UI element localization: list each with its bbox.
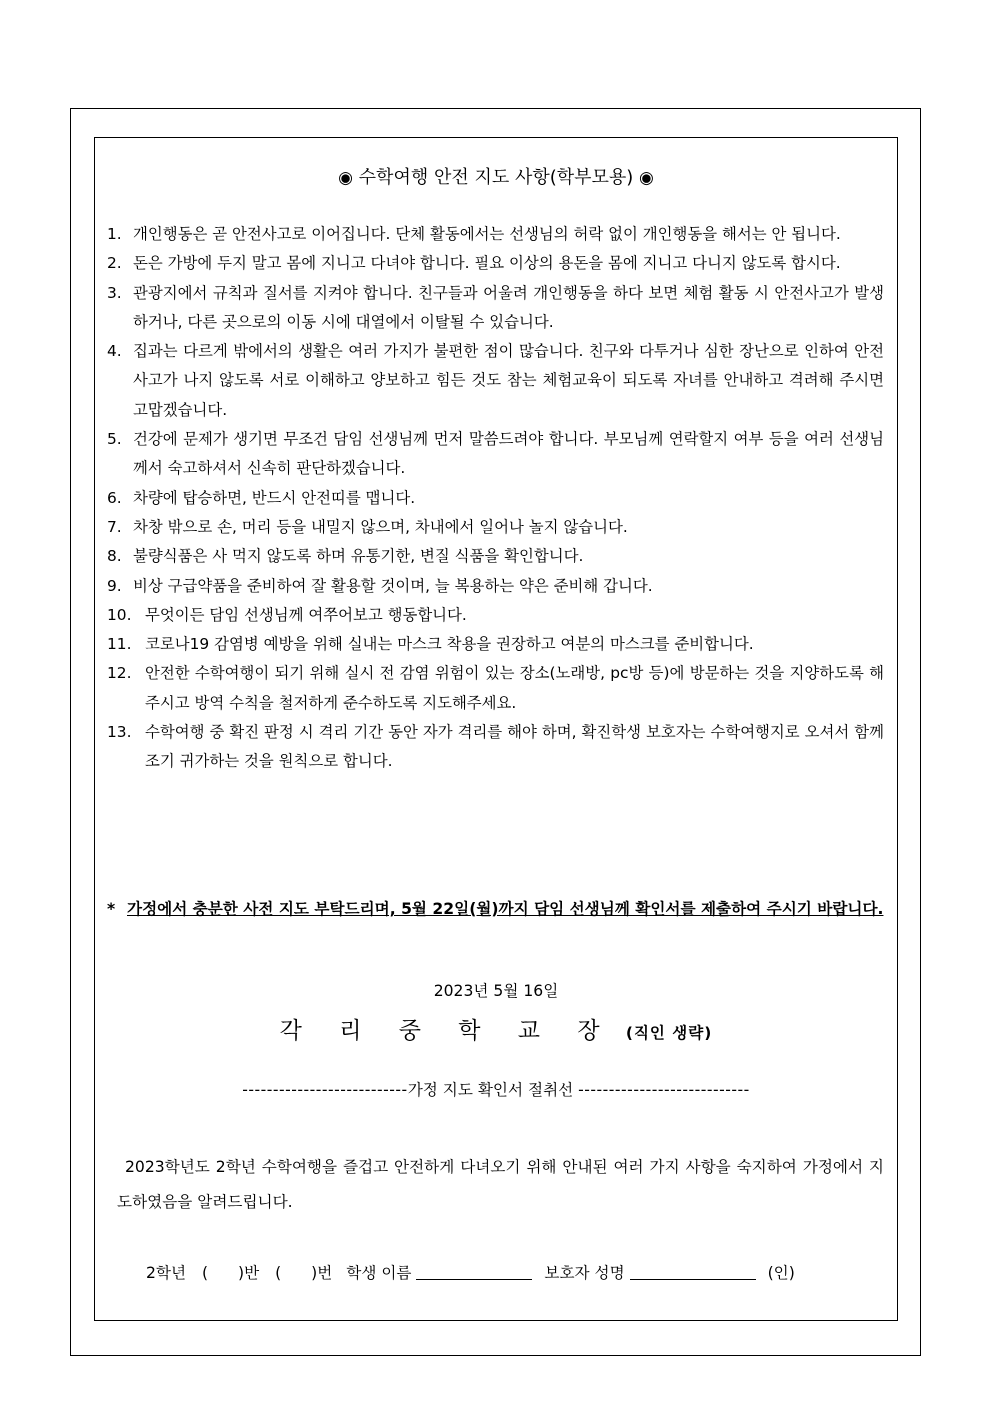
- title-mark-left: ◉: [338, 168, 353, 188]
- issue-date: 2023년 5월 16일: [433, 982, 559, 1000]
- item-number: 13.: [107, 723, 132, 742]
- notice-star: *: [107, 900, 116, 918]
- cut-line-dashes-left: ---------------------------: [242, 1081, 408, 1099]
- class-label: )반: [238, 1264, 260, 1282]
- grade-label: 2학년: [146, 1264, 187, 1282]
- confirmation-text: 2023학년도 2학년 수학여행을 즐겁고 안전하게 다녀오기 위해 안내된 여러 가지 사항을 숙지하여 가정에서 지도하였음을 알려드립니다.: [117, 1158, 884, 1211]
- item-text: 개인행동은 곧 안전사고로 이어집니다. 단체 활동에서는 선생님의 허락 없이 개인행동을 해서는 안 됩니다.: [133, 225, 841, 243]
- item-text: 돈은 가방에 두지 말고 몸에 지니고 다녀야 합니다. 필요 이상의 용돈을 몸에 지니고 다니지 않도록 합시다.: [133, 254, 841, 273]
- principal-name: 각 리 중 학 교 장: [279, 1018, 615, 1044]
- item-text: 불량식품은 사 먹지 않도록 하며 유통기한, 변질 식품을 확인합니다.: [133, 547, 584, 566]
- item-text: 건강에 문제가 생기면 무조건 담임 선생님께 먼저 말씀드려야 합니다. 부모님께 연락할지 여부 등을 여러 선생님께서 숙고하셔서 신속히 판단하겠습니다.: [133, 430, 884, 478]
- list-item: [107, 542, 884, 571]
- item-text: 무엇이든 담임 선생님께 여쭈어보고 행동합니다.: [145, 605, 467, 624]
- list-item: [107, 659, 884, 718]
- list-item: [107, 718, 884, 777]
- class-open-paren: (: [202, 1264, 209, 1282]
- item-number: 1.: [107, 225, 122, 243]
- item-text: 관광지에서 규칙과 질서를 지켜야 합니다. 친구들과 어울려 개인행동을 하다 보면 체험 활동 시 안전사고가 발생하거나, 다른 곳으로의 이동 시에 대열에서 이탈될 수 있습니다.: [133, 283, 884, 331]
- list-item: [107, 337, 884, 425]
- list-item: [107, 425, 884, 484]
- item-number: 2.: [107, 254, 122, 273]
- item-number: 10.: [107, 605, 132, 624]
- student-name-field[interactable]: [416, 1261, 532, 1280]
- safety-guideline-list: [107, 220, 884, 777]
- item-number: 12.: [107, 664, 132, 683]
- list-item: [107, 220, 884, 249]
- item-number: 7.: [107, 517, 122, 536]
- seal-mark: (인): [767, 1264, 795, 1282]
- guardian-name-field[interactable]: [630, 1261, 756, 1280]
- cut-line-dashes-right: ----------------------------: [578, 1081, 750, 1099]
- item-number: 8.: [107, 547, 122, 566]
- guardian-name-label: 보호자 성명: [544, 1264, 625, 1282]
- item-text: 안전한 수학여행이 되기 위해 실시 전 감염 위험이 있는 장소(노래방, pc방 등)에 방문하는 것을 지양하도록 해주시고 방역 수칙을 철저하게 준수하도록 지도해주세요.: [145, 664, 884, 712]
- list-item: [107, 249, 884, 278]
- item-number: 5.: [107, 430, 122, 449]
- item-text: 차량에 탑승하면, 반드시 안전띠를 맵니다.: [133, 488, 416, 507]
- number-open-paren: (: [275, 1264, 282, 1282]
- list-item: [107, 630, 884, 659]
- document-title: [94, 163, 898, 193]
- title-text: 수학여행 안전 지도 사항(학부모용): [358, 167, 634, 188]
- notice-text: 가정에서 충분한 사전 지도 부탁드리며, 5월 22일(월)까지 담임 선생님께 확인서를 제출하여 주시기 바랍니다.: [127, 900, 884, 918]
- item-number: 4.: [107, 342, 122, 361]
- title-mark-right: ◉: [639, 168, 654, 188]
- student-name-label: 학생 이름: [346, 1264, 412, 1282]
- item-text: 집과는 다르게 밖에서의 생활은 여러 가지가 불편한 점이 많습니다. 친구와 다투거나 심한 장난으로 인하여 안전사고가 나지 않도록 서로 이해하고 양보하고 힘든 것도 참는 체험교육이 되도록 자녀를 안내하고 격려해 주시면 고맙겠습니다.: [133, 342, 884, 419]
- signature-line: [146, 1259, 866, 1287]
- number-label: )번: [311, 1264, 333, 1282]
- item-number: 9.: [107, 576, 122, 595]
- list-item: [107, 484, 884, 513]
- principal-signature: [94, 1014, 898, 1050]
- cut-line-label: 가정 지도 확인서 절취선: [407, 1081, 574, 1099]
- item-number: 6.: [107, 488, 122, 507]
- list-item: [107, 279, 884, 338]
- list-item: [107, 601, 884, 630]
- list-item: [107, 513, 884, 542]
- item-text: 차창 밖으로 손, 머리 등을 내밀지 않으며, 차내에서 일어나 놀지 않습니다.: [133, 517, 628, 536]
- item-number: 11.: [107, 635, 132, 654]
- cut-line: [94, 1076, 898, 1104]
- item-number: 3.: [107, 283, 122, 302]
- list-item: [107, 572, 884, 601]
- item-text: 비상 구급약품을 준비하여 잘 활용할 것이며, 늘 복용하는 약은 준비해 갑니다.: [133, 576, 653, 595]
- submission-notice: [107, 895, 884, 925]
- confirmation-statement: [117, 1150, 884, 1220]
- seal-omitted-note: (직인 생략): [625, 1024, 713, 1042]
- item-text: 수학여행 중 확진 판정 시 격리 기간 동안 자가 격리를 해야 하며, 확진학생 보호자는 수학여행지로 오셔서 함께 조기 귀가하는 것을 원칙으로 합니다.: [145, 723, 884, 771]
- item-text: 코로나19 감염병 예방을 위해 실내는 마스크 착용을 권장하고 여분의 마스크를 준비합니다.: [145, 635, 754, 654]
